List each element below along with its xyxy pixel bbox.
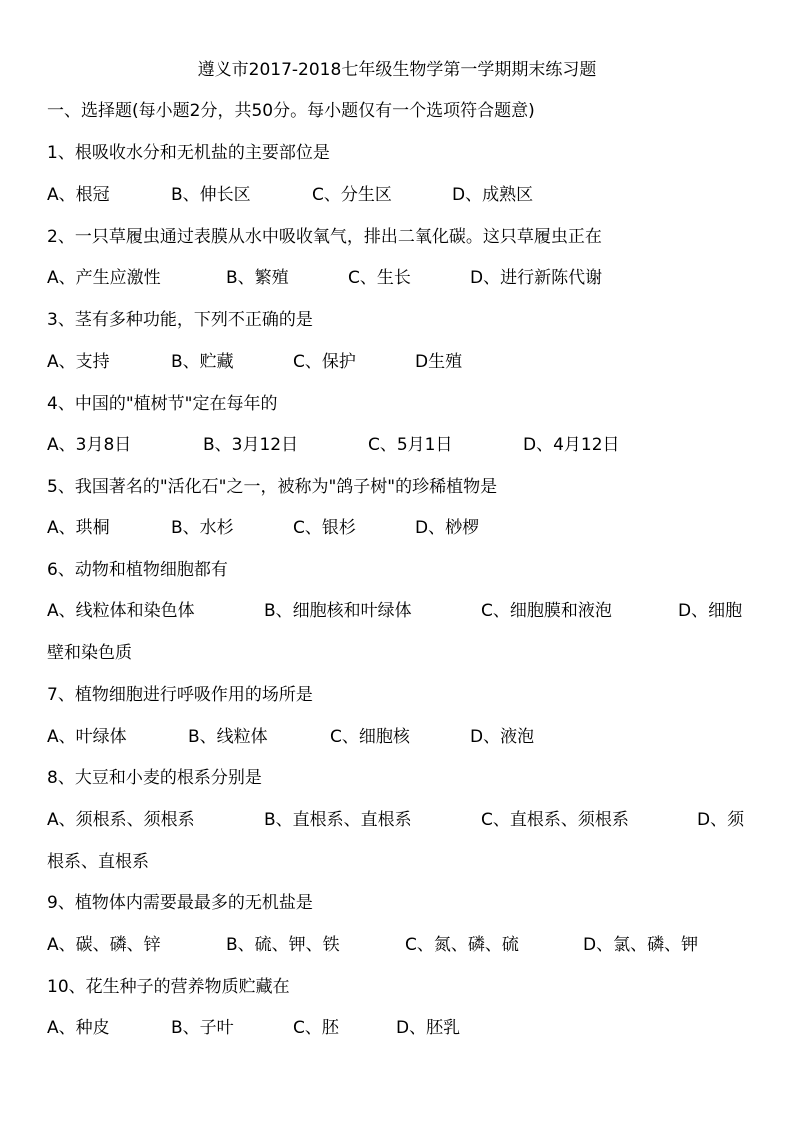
question-2: 2、一只草履虫通过表膜从水中吸收氧气，排出二氧化碳。这只草履虫正在 xyxy=(47,227,602,247)
q4-option-a: A、3月8日 xyxy=(47,435,132,455)
q6-option-a: A、线粒体和染色体 xyxy=(47,601,195,621)
q4-option-d: D、4月12日 xyxy=(523,435,620,455)
question-4: 4、中国的"植树节"定在每年的 xyxy=(47,394,278,414)
q9-option-c: C、氮、磷、硫 xyxy=(405,935,519,955)
q8-option-c: C、直根系、须根系 xyxy=(481,810,629,830)
question-10: 10、花生种子的营养物质贮藏在 xyxy=(47,977,290,997)
q1-option-d: D、成熟区 xyxy=(452,185,534,205)
q7-option-b: B、线粒体 xyxy=(188,727,268,747)
q10-option-b: B、子叶 xyxy=(171,1018,234,1038)
question-9: 9、植物体内需要最最多的无机盐是 xyxy=(47,893,313,913)
q9-option-a: A、碳、磷、锌 xyxy=(47,935,161,955)
question-1: 1、根吸收水分和无机盐的主要部位是 xyxy=(47,143,330,163)
q10-option-c: C、胚 xyxy=(293,1018,339,1038)
q9-option-d: D、氯、磷、钾 xyxy=(583,935,699,955)
q10-option-d: D、胚乳 xyxy=(396,1018,461,1038)
q7-option-d: D、液泡 xyxy=(470,727,535,747)
question-8: 8、大豆和小麦的根系分别是 xyxy=(47,768,262,788)
q3-option-c: C、保护 xyxy=(293,352,356,372)
q3-option-b: B、贮藏 xyxy=(171,352,234,372)
q8-option-a: A、须根系、须根系 xyxy=(47,810,195,830)
q8-option-d: D、须 xyxy=(697,810,745,830)
q4-option-b: B、3月12日 xyxy=(203,435,299,455)
q7-option-a: A、叶绿体 xyxy=(47,727,127,747)
q5-option-a: A、珙桐 xyxy=(47,518,110,538)
q6-option-d-continuation: 壁和染色质 xyxy=(47,643,132,663)
q8-option-b: B、直根系、直根系 xyxy=(264,810,412,830)
question-7: 7、植物细胞进行呼吸作用的场所是 xyxy=(47,685,313,705)
question-5: 5、我国著名的"活化石"之一，被称为"鸽子树"的珍稀植物是 xyxy=(47,477,498,497)
q9-option-b: B、硫、钾、铁 xyxy=(226,935,340,955)
q1-option-c: C、分生区 xyxy=(312,185,392,205)
q6-option-d: D、细胞 xyxy=(678,601,743,621)
q3-option-a: A、支持 xyxy=(47,352,110,372)
question-3: 3、茎有多种功能，下列不正确的是 xyxy=(47,310,313,330)
q6-option-b: B、细胞核和叶绿体 xyxy=(264,601,412,621)
q2-option-b: B、繁殖 xyxy=(226,268,289,288)
q5-option-c: C、银杉 xyxy=(293,518,356,538)
q2-option-c: C、生长 xyxy=(348,268,411,288)
q8-option-d-continuation: 根系、直根系 xyxy=(47,852,149,872)
q1-option-a: A、根冠 xyxy=(47,185,110,205)
q2-option-d: D、进行新陈代谢 xyxy=(470,268,603,288)
q1-option-b: B、伸长区 xyxy=(171,185,251,205)
q2-option-a: A、产生应激性 xyxy=(47,268,161,288)
q3-option-d: D生殖 xyxy=(415,352,463,372)
section-heading: 一、选择题(每小题2分，共50分。每小题仅有一个选项符合题意) xyxy=(47,101,535,121)
q5-option-d: D、桫椤 xyxy=(415,518,480,538)
question-6: 6、动物和植物细胞都有 xyxy=(47,560,228,580)
q5-option-b: B、水杉 xyxy=(171,518,234,538)
exam-title: 遵义市2017-2018七年级生物学第一学期期末练习题 xyxy=(197,60,597,80)
q4-option-c: C、5月1日 xyxy=(368,435,453,455)
q6-option-c: C、细胞膜和液泡 xyxy=(481,601,612,621)
q7-option-c: C、细胞核 xyxy=(330,727,410,747)
q10-option-a: A、种皮 xyxy=(47,1018,110,1038)
